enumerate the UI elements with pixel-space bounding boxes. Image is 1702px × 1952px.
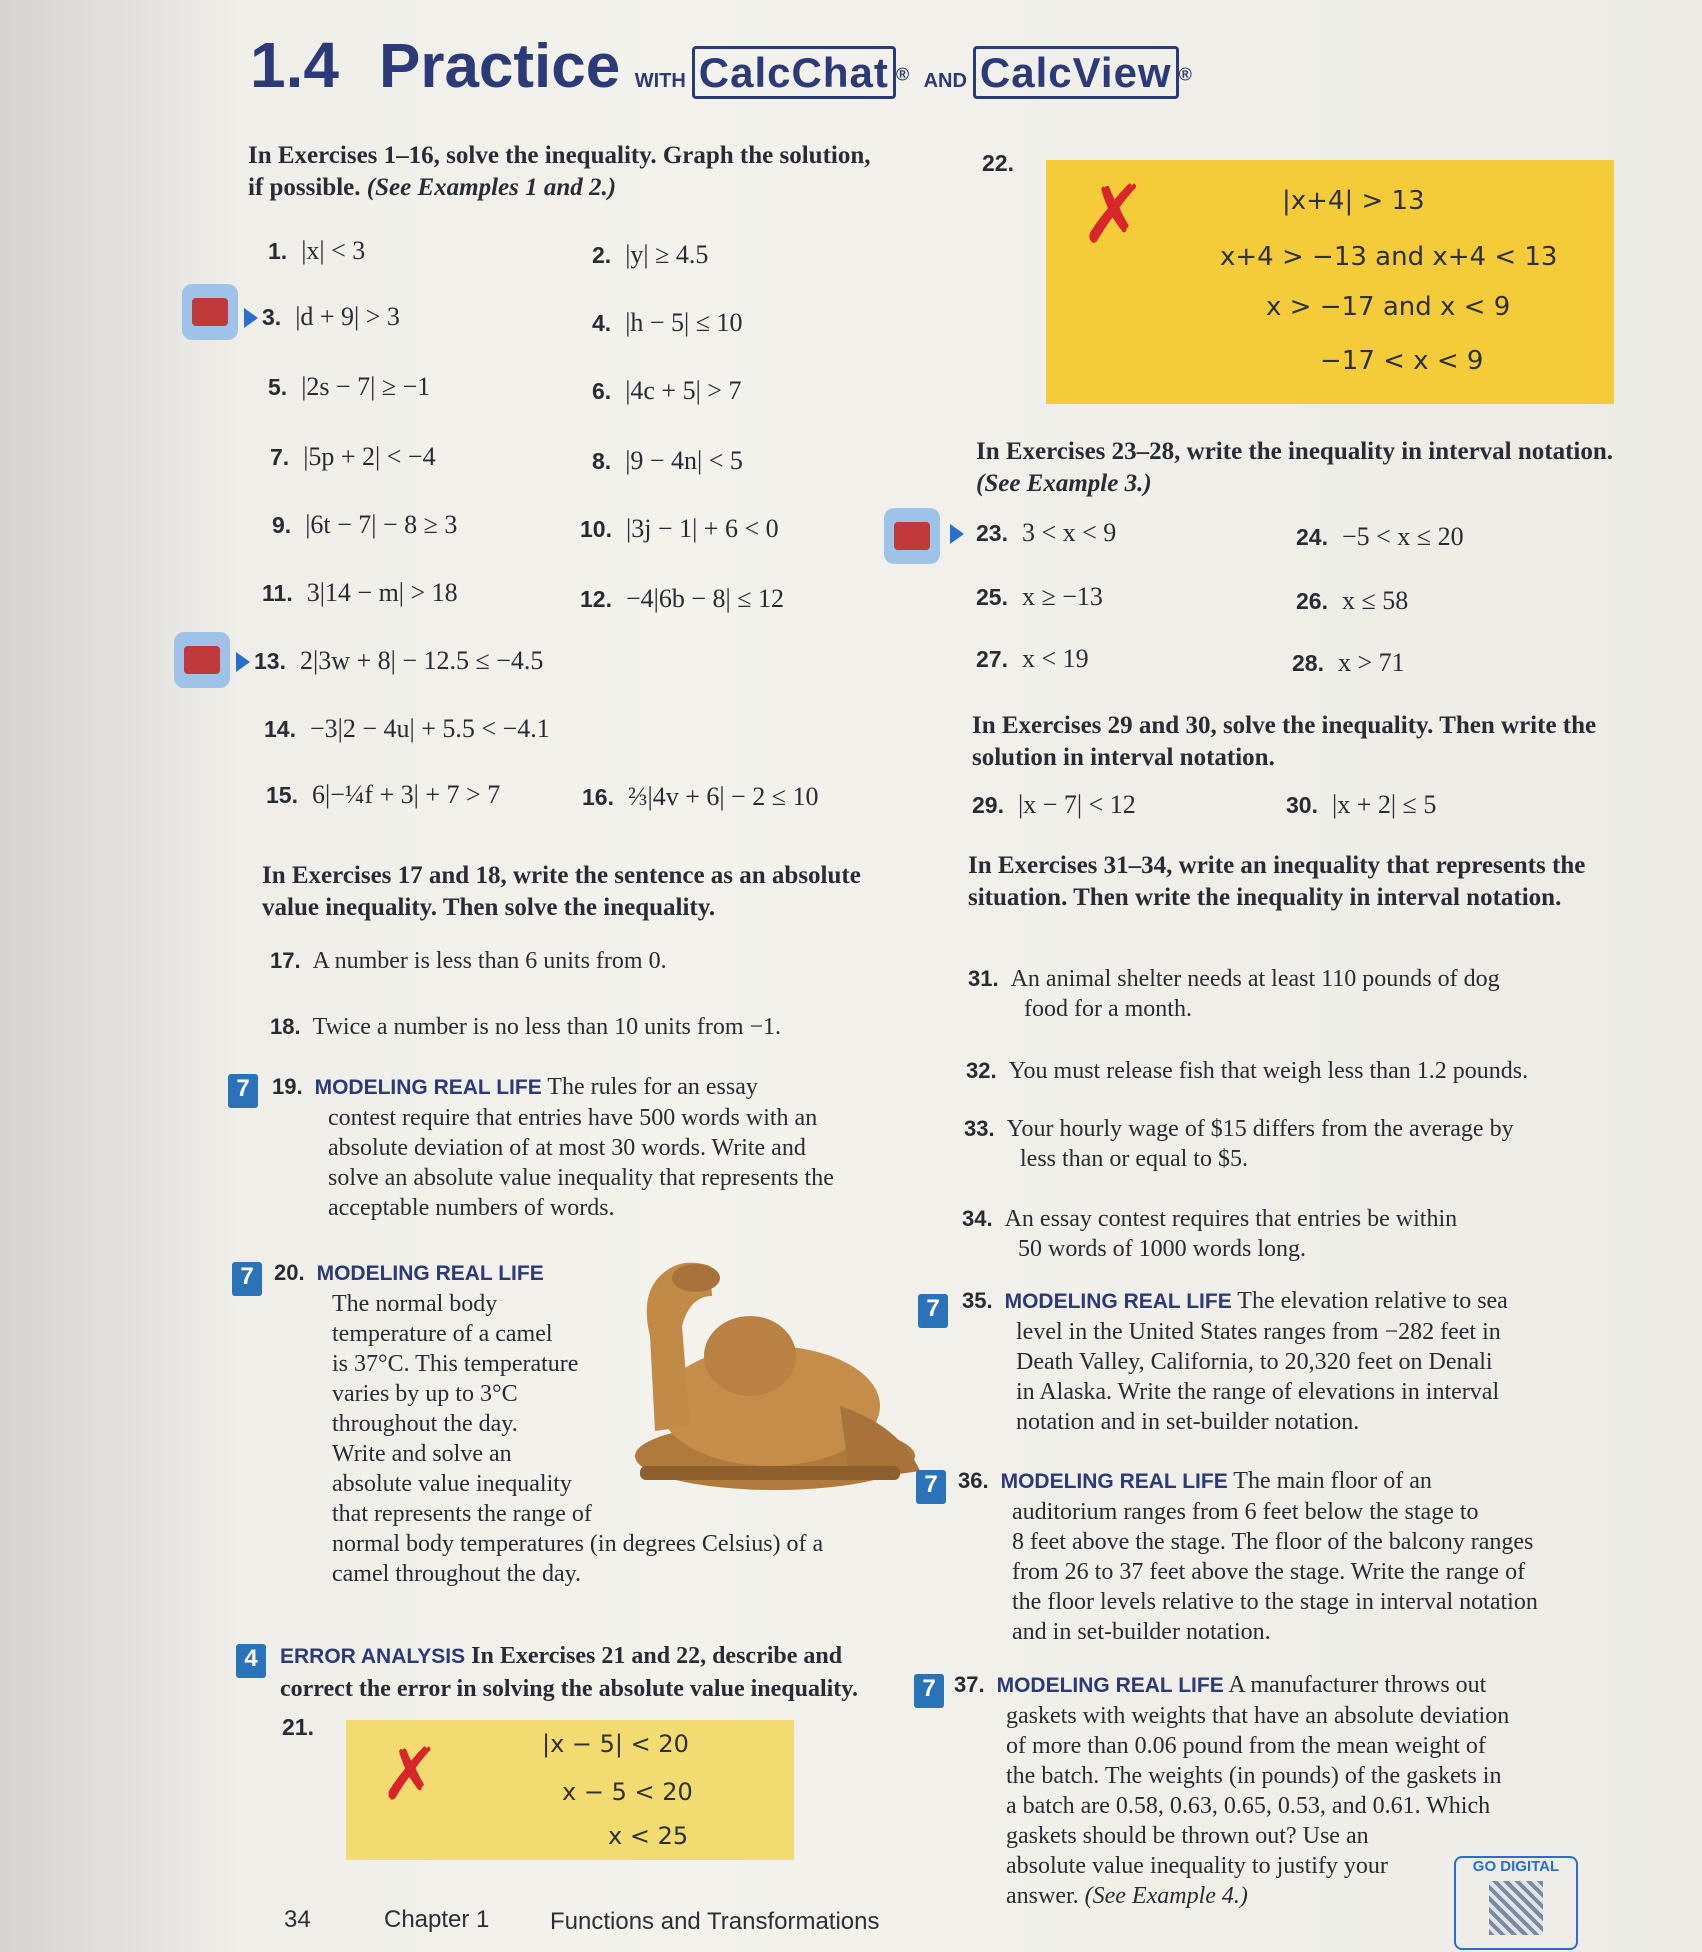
exercise-31: 31. An animal shelter needs at least 110 pounds of dog food for a month. xyxy=(968,966,1500,1022)
error-x-icon: ✗ xyxy=(380,1732,441,1816)
exercise-37: 37. MODELING REAL LIFE A manufacturer throws out gaskets with weights that have an absolute deviation of more than 0.06 pound from the mean weight of the batch. The weights (in pounds) of the gaskets in a batch are 0.58, 0.63, 0.65, 0.53, and 0.61. Which gaskets should be thrown out? Use an absolute value inequality to justify your answer. (See Example 4.) xyxy=(954,1672,1510,1909)
section-number: 1.4 xyxy=(250,29,339,101)
work-line: x+4 > −13 and x+4 < 13 xyxy=(1220,242,1558,272)
work-line: −17 < x < 9 xyxy=(1320,346,1484,376)
exercise-8: 8. |9 − 4n| < 5 xyxy=(592,446,743,475)
video-tutorial-icon[interactable] xyxy=(182,284,238,340)
dok-badge: 7 xyxy=(232,1262,262,1296)
exercise-11: 11. 3|14 − m| > 18 xyxy=(262,578,458,607)
exercise-25: 25. x ≥ −13 xyxy=(976,582,1103,611)
instructions-1-16: In Exercises 1–16, solve the inequality. Graph the solution, if possible. (See Examples 1 and 2.) xyxy=(248,142,871,201)
exercise-1: 1. |x| < 3 xyxy=(268,236,366,265)
calcchat-logo: CalcChat xyxy=(692,46,896,99)
exercise-36: 36. MODELING REAL LIFE The main floor of an auditorium ranges from 6 feet below the stage to 8 feet above the stage. The floor of the balcony ranges from 26 to 37 feet above the stage. Write the range of the floor levels relative to the stage in interval notation and in set-builder notation. xyxy=(958,1468,1538,1645)
exercise-33: 33. Your hourly wage of $15 differs from the average by less than or equal to $5. xyxy=(964,1116,1514,1172)
exercise-17: 17. A number is less than 6 units from 0. xyxy=(270,948,667,974)
work-line: |x+4| > 13 xyxy=(1282,186,1425,216)
play-icon[interactable] xyxy=(236,652,250,672)
dok-badge: 7 xyxy=(228,1074,258,1108)
dok-badge: 7 xyxy=(918,1294,948,1328)
go-digital-button[interactable]: GO DIGITAL xyxy=(1454,1856,1578,1950)
exercise-35: 35. MODELING REAL LIFE The elevation relative to sea level in the United States ranges from −282 feet in Death Valley, California, to 20,320 feet on Denali in Alaska. Write the range of elevations in interval notation and in set-builder notation. xyxy=(962,1288,1508,1435)
exercise-30: 30. |x + 2| ≤ 5 xyxy=(1286,790,1437,819)
page-title: 1.4 Practice WITH CalcChat ® AND CalcView ® xyxy=(250,29,1192,101)
exercise-26: 26. x ≤ 58 xyxy=(1296,586,1409,615)
exercise-10: 10. |3j − 1| + 6 < 0 xyxy=(580,514,779,543)
exercise-24: 24. −5 < x ≤ 20 xyxy=(1296,522,1464,551)
exercise-34: 34. An essay contest requires that entries be within 50 words of 1000 words long. xyxy=(962,1206,1458,1262)
work-line: x > −17 and x < 9 xyxy=(1266,292,1511,322)
exercise-2: 2. |y| ≥ 4.5 xyxy=(592,240,709,269)
exercise-19: 19. MODELING REAL LIFE The rules for an essay contest require that entries have 500 words with an absolute deviation of at most 30 words. Write and solve an absolute value inequality that represents the acceptable numbers of words. xyxy=(272,1074,834,1221)
calcview-logo: CalcView xyxy=(973,46,1179,99)
dok-badge: 7 xyxy=(916,1470,946,1504)
qr-code-icon xyxy=(1489,1881,1543,1935)
instructions-31-34: In Exercises 31–34, write an inequality that represents the situation. Then write the inequality in interval notation. xyxy=(968,852,1586,911)
title-with: WITH xyxy=(634,70,686,92)
video-tutorial-icon[interactable] xyxy=(174,632,230,688)
exercise-23: 23. 3 < x < 9 xyxy=(976,518,1117,547)
exercise-32: 32. You must release fish that weigh less than 1.2 pounds. xyxy=(966,1058,1529,1084)
play-icon[interactable] xyxy=(244,308,258,328)
exercise-13: 13. 2|3w + 8| − 12.5 ≤ −4.5 xyxy=(254,646,544,675)
exercise-21-number: 21. xyxy=(282,1714,314,1740)
exercise-27: 27. x < 19 xyxy=(976,644,1089,673)
exercise-18: 18. Twice a number is no less than 10 units from −1. xyxy=(270,1014,782,1040)
instructions-29-30: In Exercises 29 and 30, solve the inequality. Then write the solution in interval notation. xyxy=(972,712,1597,771)
error-x-icon: ✗ xyxy=(1080,168,1148,261)
exercise-15: 15. 6|−¼f + 3| + 7 > 7 xyxy=(266,780,501,809)
exercise-4: 4. |h − 5| ≤ 10 xyxy=(592,308,743,337)
instructions-23-28: In Exercises 23–28, write the inequality in interval notation. (See Example 3.) xyxy=(976,438,1614,497)
title-and: AND xyxy=(923,70,967,92)
work-line: |x − 5| < 20 xyxy=(542,1730,689,1758)
exercise-16: 16. ⅔|4v + 6| − 2 ≤ 10 xyxy=(582,782,819,811)
exercise-6: 6. |4c + 5| > 7 xyxy=(592,376,742,405)
exercise-22-number: 22. xyxy=(982,150,1014,176)
error-analysis-instructions: ERROR ANALYSIS In Exercises 21 and 22, describe and correct the error in solving the absolute value inequality. xyxy=(280,1643,858,1702)
page-number: 34 xyxy=(284,1906,311,1933)
play-icon[interactable] xyxy=(950,524,964,544)
work-line: x − 5 < 20 xyxy=(562,1778,693,1806)
footer-title: Functions and Transformations xyxy=(550,1908,880,1935)
dok-badge: 4 xyxy=(236,1644,266,1678)
exercise-12: 12. −4|6b − 8| ≤ 12 xyxy=(580,584,784,613)
instructions-17-18: In Exercises 17 and 18, write the sentence as an absolute value inequality. Then solve the inequality. xyxy=(262,862,861,921)
title-practice: Practice xyxy=(378,32,621,101)
exercise-3: 3. |d + 9| > 3 xyxy=(262,302,400,331)
exercise-20: 20. MODELING REAL LIFE The normal body temperature of a camel is 37°C. This temperature varies by up to 3°C throughout the day. Write and solve an absolute value inequality that represents the range of normal body temperatures (in degrees Celsius) of a camel throughout the day. xyxy=(274,1260,824,1587)
footer-chapter: Chapter 1 xyxy=(384,1906,490,1933)
exercise-29: 29. |x − 7| < 12 xyxy=(972,790,1136,819)
exercise-5: 5. |2s − 7| ≥ −1 xyxy=(268,372,431,401)
dok-badge: 7 xyxy=(914,1674,944,1708)
video-tutorial-icon[interactable] xyxy=(884,508,940,564)
exercise-9: 9. |6t − 7| − 8 ≥ 3 xyxy=(272,510,458,539)
exercise-28: 28. x > 71 xyxy=(1292,648,1405,677)
work-line: x < 25 xyxy=(608,1822,689,1850)
exercise-14: 14. −3|2 − 4u| + 5.5 < −4.1 xyxy=(264,714,550,743)
exercise-7: 7. |5p + 2| < −4 xyxy=(270,442,436,471)
camel-image xyxy=(600,1256,930,1506)
